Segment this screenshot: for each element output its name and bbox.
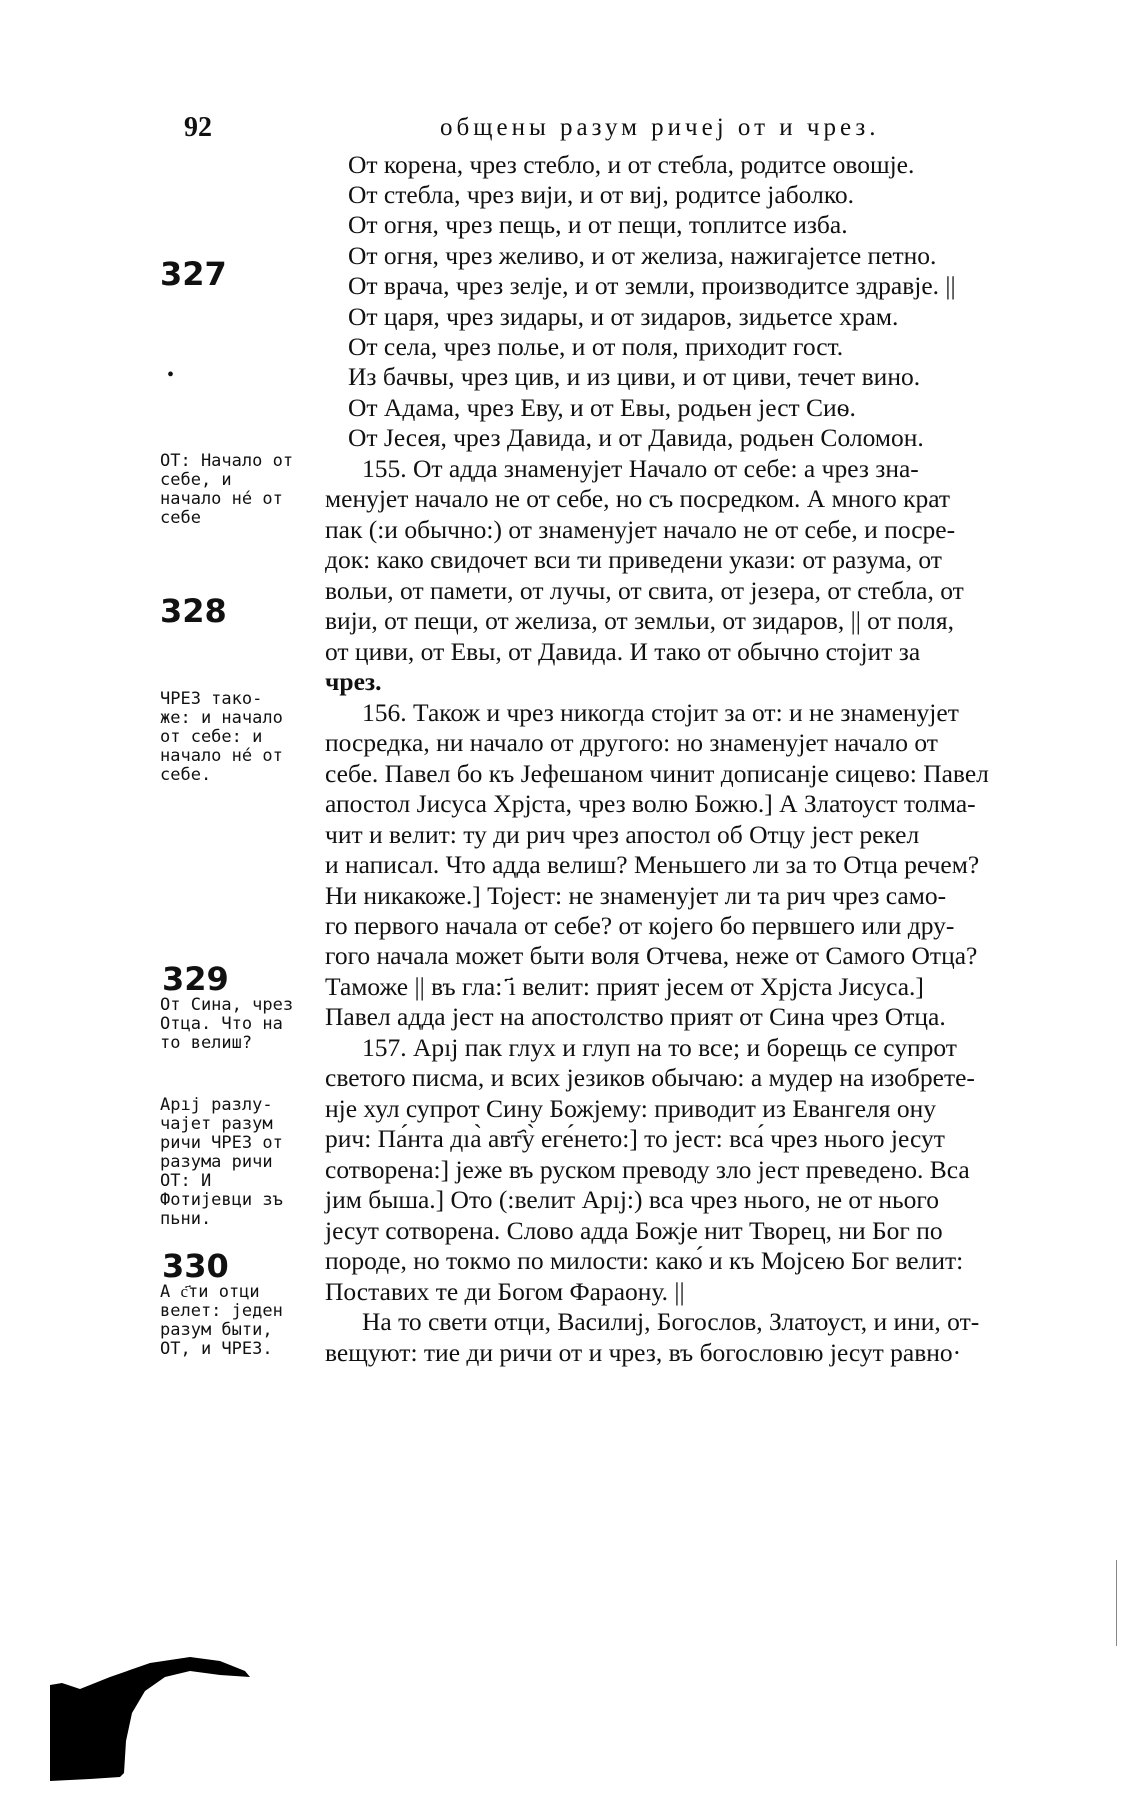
text-line: чит и велит: ту ди рич чрез апостол об Отцу јест рекел — [325, 820, 920, 849]
text-line: 156. Також и чрез никогда стојит за от: и не знаменујет — [362, 698, 959, 727]
text-line: От огня, чрез пещь, и от пещи, топлитсе изба. — [348, 210, 848, 239]
running-head: общены разум ричеј от и чрез. — [440, 114, 880, 141]
text-line: От царя, чрез зидары, и от зидаров, зидьетсе храм. — [348, 302, 899, 331]
margin-number: 328 — [160, 592, 227, 630]
page-number: 92 — [184, 112, 212, 143]
text-line: док: како свидочет вси ти приведени укази: от разума, от — [325, 545, 942, 574]
text-line: 157. Арıј пак глух и глуп на то все; и борещь се супрот — [362, 1033, 957, 1062]
text-line: Из бачвы, чрез цив, и из циви, и от циви, течет вино. — [348, 362, 921, 391]
text-line: От корена, чрез стебло, и от стебла, родитсе овошје. — [348, 150, 915, 179]
text-line: От Адама, чрез Еву, и от Евы, родьен јест Сиѳ. — [348, 393, 856, 422]
text-line: чрез. — [325, 667, 382, 696]
margin-number: 327 — [160, 255, 227, 293]
text-line: и написал. Что адда велиш? Меньшего ли за то Отца речем? — [325, 850, 980, 879]
text-line: вији, от пещи, от желиза, от земльи, от зидаров, || от поля, — [325, 606, 954, 635]
text-line: От стебла, чрез вији, и от виј, родитсе јаболко. — [348, 180, 855, 209]
text-line: Ни никакоже.] Тојест: не знаменујет ли та рич чрез само- — [325, 881, 947, 910]
text-line: го первого начала от себе? от којего бо первшего или дру- — [325, 911, 955, 940]
text-line: себе. Павел бо къ Јефешаном чинит дописанје сицево: Павел — [325, 759, 989, 788]
text-line: Поставих те ди Богом Фараону. || — [325, 1277, 685, 1306]
margin-number: 329 — [162, 960, 229, 998]
text-line: светого писма, и всих језиков обычаю: а мудер на изобрете- — [325, 1063, 975, 1092]
margin-dot: • — [167, 364, 175, 386]
text-line: нје хул супрот Сину Божјему: приводит из Евангеля ону — [325, 1094, 937, 1123]
side-note: От Сина, чрез Отца. Что на то велиш? — [160, 995, 294, 1053]
text-line: От села, чрез полье, и от поля, приходит гост. — [348, 332, 844, 361]
paper-scrap — [50, 1655, 260, 1785]
text-line: јим быша.] Ото (:велит Арıј:) вса чрез нього, не от нього — [325, 1185, 939, 1214]
text-line: породе, но токмо по милости: како́ и къ Мојсею Бог велит: — [325, 1246, 964, 1275]
text-line: От огня, чрез желиво, и от желиза, нажигајетсе петно. — [348, 241, 937, 270]
text-line: гого начала может быти воля Отчева, неже от Самого Отца? — [325, 941, 978, 970]
edge-mark — [1116, 1560, 1117, 1646]
side-note: ОТ: Начало от себе, и начало не́ от себе — [160, 451, 294, 528]
text-line: На то свети отци, Василиј, Богослов, Златоуст, и ини, от- — [362, 1307, 980, 1336]
text-line: апостол Јисуса Хрјста, чрез волю Божю.] А Златоуст толма- — [325, 789, 976, 818]
text-line: посредка, ни начало от другого: но знаменујет начало от — [325, 728, 938, 757]
text-line: рич: Па́нта дıа̀ авт҄у̀ еге́нето:] то јест: вса́ чрез нього јесут — [325, 1124, 945, 1153]
text-line: от циви, от Евы, от Давида. И тако от обычно стојит за — [325, 637, 921, 666]
text-line: 155. От адда знаменујет Начало от себе: а чрез зна- — [362, 454, 919, 483]
side-note: Арıј разлу- чајет разум ричи ЧРЕЗ от разума ричи ОТ: И Фотијевци зъ пьни. — [160, 1095, 283, 1229]
margin-number: 330 — [162, 1247, 229, 1285]
text-line: пак (:и обычно:) от знаменујет начало не от себе, и посре- — [325, 515, 956, 544]
paper-scrap-shape — [50, 1657, 250, 1781]
text-line: От Јесея, чрез Давида, и от Давида, родьен Соломон. — [348, 423, 924, 452]
side-note: А с҃ти отци велет: једен разум быти, ОТ, и ЧРЕЗ. — [160, 1282, 283, 1359]
text-line: Таможе || въ гла: ҃ı велит: прият јесем от Хрјста Јисуса.] — [325, 972, 924, 1001]
text-line: вольи, от памети, от лучы, от свита, от језера, от стебла, от — [325, 576, 964, 605]
text-line: Павел адда јест на апостолство прият от Сина чрез Отца. — [325, 1002, 946, 1031]
text-line: сотворена:] јеже въ руском преводу зло јест преведено. Вса — [325, 1155, 970, 1184]
text-line: От врача, чрез зелје, и от земли, производитсе здравје. || — [348, 271, 956, 300]
side-note: ЧРЕЗ тако- же: и начало от себе: и начало не́ от себе. — [160, 689, 283, 785]
text-line: јесут сотворена. Слово адда Божје нит Творец, ни Бог по — [325, 1216, 943, 1245]
text-line: вещуют: тие ди ричи от и чрез, въ богословıю јесут равно· — [325, 1338, 962, 1367]
text-line: менујет начало не от себе, но съ посредком. А много крат — [325, 484, 951, 513]
